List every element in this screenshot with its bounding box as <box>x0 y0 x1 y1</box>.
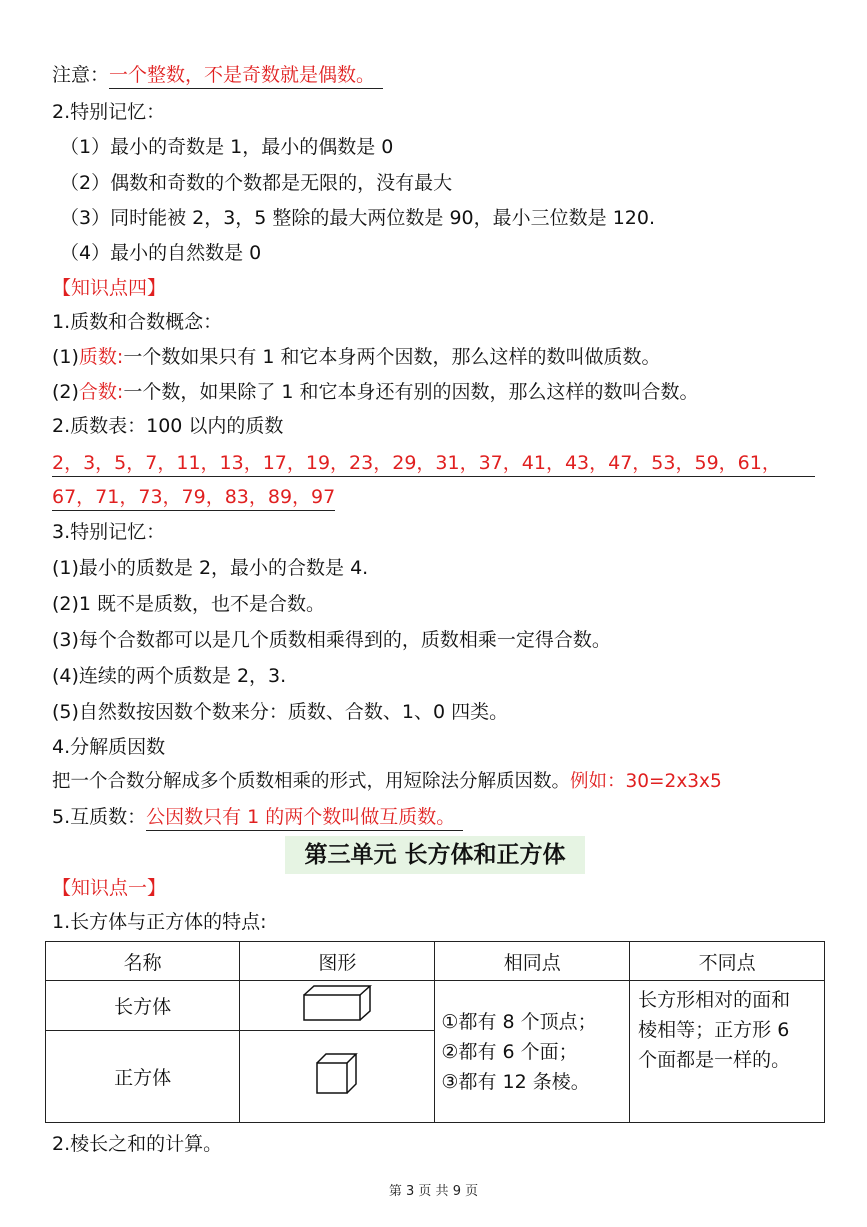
similarity-3: ③都有 12 条棱。 <box>441 1070 590 1093</box>
edge-sum-heading: 2.棱长之和的计算。 <box>52 1133 223 1155</box>
special-memory-heading: 2.特别记忆： <box>52 101 166 123</box>
memory-item-3: （3）同时能被 2，3，5 整除的最大两位数是 90，最小三位数是 120. <box>60 207 655 229</box>
prime-term: 质数: <box>78 346 124 368</box>
cuboid-icon <box>302 983 372 1023</box>
similarity-1: ①都有 8 个顶点； <box>441 1010 597 1033</box>
table-header-row <box>46 942 825 981</box>
prime-table-heading: 2.质数表：100 以内的质数 <box>52 415 284 437</box>
composite-prefix: (2) <box>52 381 79 403</box>
table-row-cuboid <box>46 981 825 1031</box>
page-number: 第 3 页 共 9 页 <box>388 1184 479 1199</box>
prime-memory-item-4: (4)连续的两个质数是 2，3. <box>52 665 287 687</box>
prime-memory-item-5: (5)自然数按因数个数来分：质数、合数、1、0 四类。 <box>52 701 509 723</box>
cuboid-figure-cell <box>240 981 435 1031</box>
cube-figure-cell <box>240 1031 435 1123</box>
difference-1: 长方形相对的面和 <box>638 989 791 1011</box>
similarities-cell <box>435 981 630 1123</box>
cube-icon <box>315 1052 359 1096</box>
prime-definition <box>52 345 661 369</box>
differences-cell <box>630 981 825 1123</box>
prime-prefix: (1) <box>52 346 79 368</box>
cube-name: 正方体 <box>46 1031 240 1123</box>
difference-3: 个面都是一样的。 <box>638 1049 791 1071</box>
memory-item-4: （4）最小的自然数是 0 <box>60 242 262 264</box>
composite-def: 一个数，如果除了 1 和它本身还有别的因数，那么这样的数叫合数。 <box>123 381 699 403</box>
note-text: 一个整数，不是奇数就是偶数。 <box>109 64 383 89</box>
header-shape: 图形 <box>240 942 435 981</box>
note-line <box>52 63 383 87</box>
factorization-heading: 4.分解质因数 <box>52 736 166 758</box>
unit-3-title: 第三单元 长方体和正方体 <box>285 836 585 874</box>
prime-memory-item-3: (3)每个合数都可以是几个质数相乘得到的，质数相乘一定得合数。 <box>52 629 611 651</box>
memory-item-2: （2）偶数和奇数的个数都是无限的，没有最大 <box>60 172 453 194</box>
cuboid-name: 长方体 <box>46 981 240 1031</box>
factorization-desc: 把一个合数分解成多个质数相乘的形式，用短除法分解质因数。 <box>52 771 571 792</box>
header-name: 名称 <box>46 942 240 981</box>
similarity-2: ②都有 6 个面； <box>441 1040 578 1063</box>
coprime-text: 公因数只有 1 的两个数叫做互质数。 <box>146 806 463 831</box>
header-differences: 不同点 <box>630 942 825 981</box>
memory-item-1: （1）最小的奇数是 1，最小的偶数是 0 <box>60 136 394 158</box>
knowledge-point-4-tag: 【知识点四】 <box>52 277 167 299</box>
factorization-text <box>52 770 722 794</box>
note-label: 注意： <box>52 64 110 86</box>
coprime-line <box>52 805 463 829</box>
features-heading: 1.长方体与正方体的特点: <box>52 911 267 933</box>
difference-2: 棱相等；正方形 6 <box>638 1019 790 1041</box>
prime-list-row-1: 2，3，5，7，11，13，17，19，23，29，31，37，41，43，47，53，59，61， <box>52 450 815 477</box>
special-memory-heading-2: 3.特别记忆： <box>52 521 166 543</box>
composite-term: 合数: <box>78 381 124 403</box>
factorization-example: 例如：30=2x3x5 <box>570 771 722 792</box>
prime-memory-item-2: (2)1 既不是质数，也不是合数。 <box>52 593 326 615</box>
header-similarities: 相同点 <box>435 942 630 981</box>
prime-def: 一个数如果只有 1 和它本身两个因数，那么这样的数叫做质数。 <box>123 346 661 368</box>
composite-definition <box>52 380 699 404</box>
features-table <box>45 941 825 1123</box>
coprime-label: 5.互质数： <box>52 806 147 828</box>
prime-list-row-2: 67，71，73，79，83，89，97 <box>52 484 335 511</box>
knowledge-point-1-tag: 【知识点一】 <box>52 877 167 899</box>
prime-composite-heading: 1.质数和合数概念： <box>52 311 223 333</box>
prime-memory-item-1: (1)最小的质数是 2，最小的合数是 4. <box>52 557 369 579</box>
